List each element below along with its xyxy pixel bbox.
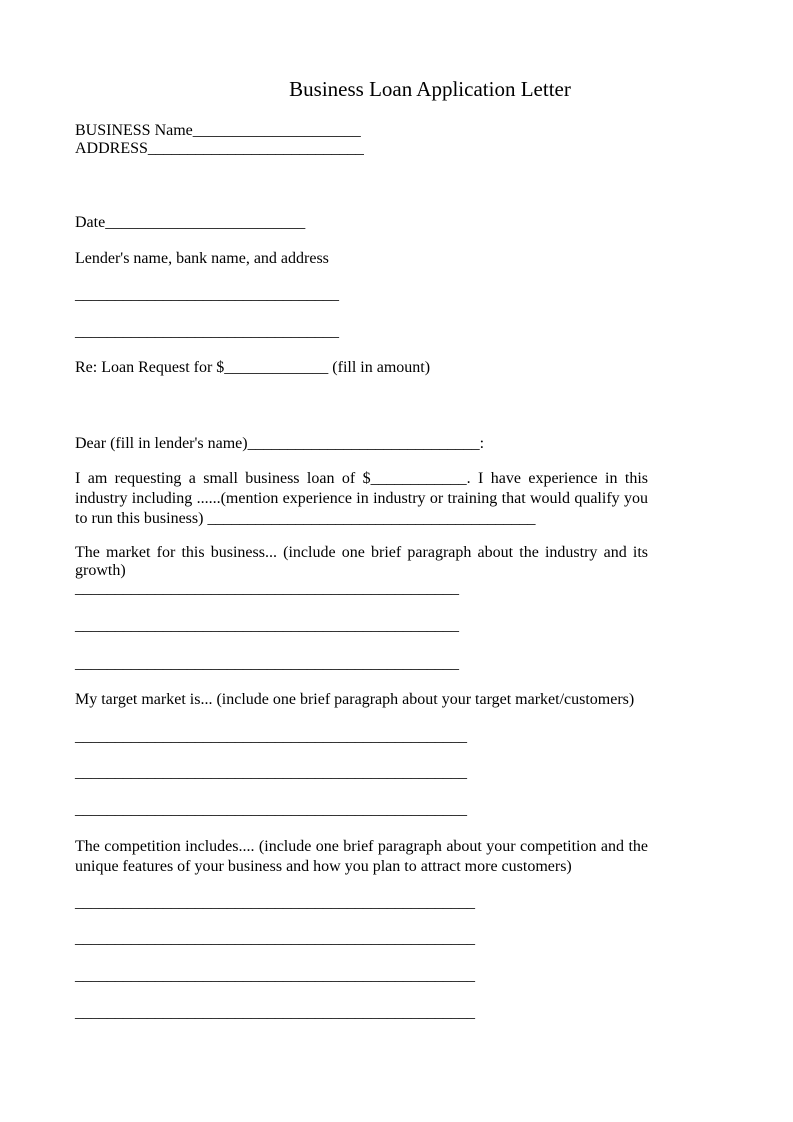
target-blank-line: _________________________________________________ [75, 728, 467, 745]
lender-info-label: Lender's name, bank name, and address [75, 250, 329, 267]
date-line: Date_________________________ [75, 214, 306, 231]
competition-blank-line: __________________________________________________ [75, 894, 475, 911]
competition-blank-line: __________________________________________________ [75, 967, 475, 984]
market-section-heading: The market for this business... (include one brief paragraph about the industry and its growth) [75, 544, 648, 579]
competition-blank-line: __________________________________________________ [75, 1004, 475, 1021]
competition-blank-line: __________________________________________________ [75, 930, 475, 947]
business-name-line: BUSINESS Name_____________________ [75, 122, 361, 139]
address-line: ADDRESS___________________________ [75, 140, 364, 157]
lender-blank-line: _________________________________ [75, 286, 339, 303]
market-blank-line: ________________________________________________ [75, 580, 459, 597]
competition-section-heading: The competition includes.... (include one brief paragraph about your competition and the unique features of your business and how you plan to attract more customers) [75, 838, 648, 875]
page-title: Business Loan Application Letter [289, 77, 571, 101]
target-market-heading: My target market is... (include one brief paragraph about your target market/customers) [75, 691, 635, 708]
target-blank-line: _________________________________________________ [75, 801, 467, 818]
lender-blank-line: _________________________________ [75, 323, 339, 340]
re-loan-request-line: Re: Loan Request for $_____________ (fill in amount) [75, 359, 431, 376]
market-blank-line: ________________________________________________ [75, 655, 459, 672]
loan-request-paragraph: I am requesting a small business loan of $____________. I have experience in this industry including ......(mention experience in industry or training that would qualify you to run this business) _________________________________________ [75, 470, 648, 527]
target-blank-line: _________________________________________________ [75, 764, 467, 781]
salutation-line: Dear (fill in lender's name)_____________________________: [75, 435, 485, 452]
market-blank-line: ________________________________________________ [75, 617, 459, 634]
